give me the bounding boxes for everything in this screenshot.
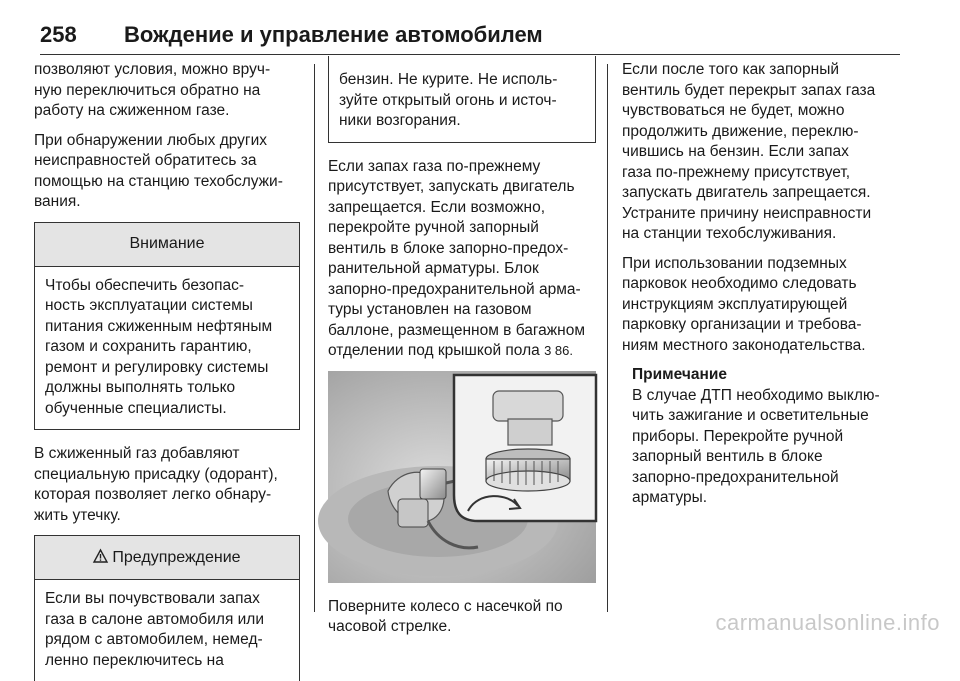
page-title: Вождение и управление автомобилем [124,22,543,47]
warning-box [34,535,300,681]
watermark: carmanualsonline.info [715,610,940,635]
paragraph: В сжиженный газ добавляют специальную присадку (одорант), которая позволяет легко обнару- жить утечку. [34,445,278,524]
warning-title: Предупреждение [112,548,241,566]
gas-valve-illustration-icon [328,371,596,583]
warning-body-continued: бензин. Не курите. Не исполь- зуйте открытый огонь и источ- ники возгорания. [339,71,558,129]
caution-box [34,222,300,431]
note-block [622,365,892,509]
paragraph: позволяют условия, можно вруч- ную переключиться обратно на работу на сжиженном газе. [34,61,271,119]
page-number: 258 [40,22,77,47]
column-3 [622,60,892,509]
note-body: В случае ДТП необходимо выклю- чить зажигание и осветительные приборы. Перекройте ручной запорный вентиль в блоке запорно-предохранительной арматуры. [632,386,880,506]
warning-header [35,536,299,580]
paragraph-text: Если запах газа по-прежнему присутствует, запускать двигатель запрещается. Если возможно, перекройте ручной запорный вентиль в блоке запорно-предох- ранительной арматуры. Блок запорно-предохранительной арма- туры установлен на газовом баллоне, размещенном в багажном отделении под крышкой пола [328,157,585,359]
warning-box-continued [328,56,596,143]
caution-body: Чтобы обеспечить безопас- ность эксплуатации системы питания сжиженным нефтяным газом и сохранить гарантию, ремонт и регулировку системы должны выполнять только обученные специалисты. [45,276,273,417]
header-rule [40,54,900,55]
caution-title: Внимание [35,223,299,267]
warning-triangle-icon [93,549,108,567]
warning-body: Если вы почувствовали запах газа в салоне автомобиля или рядом с автомобилем, немед- ленно переключитесь на [45,590,265,669]
page-reference[interactable]: 3 86. [544,343,573,358]
page-header [40,22,900,54]
note-title: Примечание [632,366,727,383]
column-divider-2 [607,64,608,612]
figure-caption: Поверните колесо с насечкой по часовой стрелке. [328,597,563,635]
column-2 [328,56,596,647]
column-divider-1 [314,64,315,612]
paragraph [328,157,596,362]
paragraph: Если после того как запорный вентиль будет перекрыт запах газа чувствоваться не будет, можно продолжить движение, переклю- чившись на бензин. Если запах газа по-прежнему присутствует, запускать двигатель запрещается. Устраните причину неисправности на станции техобслуживания. [622,61,876,242]
column-1 [34,60,300,681]
paragraph: При использовании подземных парковок необходимо следовать инструкциям эксплуатирующей парковку организации и требова- ниям местного законодательства. [622,254,866,354]
paragraph: При обнаружении любых других неисправностей обратитесь за помощью на станцию техобслужи- вания. [34,131,283,210]
